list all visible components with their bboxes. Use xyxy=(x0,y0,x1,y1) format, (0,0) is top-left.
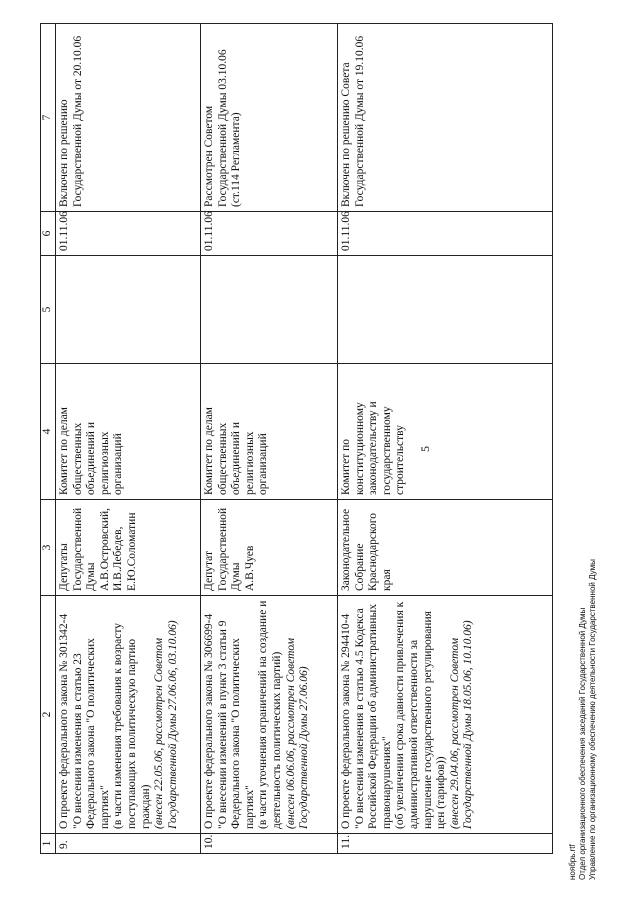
footer-department: Отдел организационного обеспечения заседаний Государственной Думы xyxy=(578,607,587,880)
column-header: 4 xyxy=(41,364,56,500)
column-header: 7 xyxy=(41,24,56,212)
bill-title: О проекте федерального закона № 306699-4 "О внесении изменений в пункт 3 статьи 9 Федерального закона "О политических партиях" xyxy=(203,613,256,829)
footer-office: Управление по организационному обеспечению деятельности Государственной Думы xyxy=(588,559,597,880)
bill-title: О проекте федерального закона № 294410-4 "О внесении изменения в статью 4.5 Кодекса Российской Федерации об административных правонарушениях" xyxy=(340,604,393,829)
committee: Комитет по делам общественных объединений и религиозных организаций xyxy=(56,364,201,500)
initiator-line: Думы xyxy=(85,562,98,591)
row-number: 9. xyxy=(56,834,201,854)
column-header: 3 xyxy=(41,500,56,596)
document-page xyxy=(40,20,600,880)
initiator-line: Государственной xyxy=(71,507,84,591)
initiator xyxy=(338,500,553,596)
footer-filename: ноябрь.rtf xyxy=(568,844,577,880)
initiator-line: И.В.Лебедев, xyxy=(112,526,125,591)
initiator-line: Краснодарского края xyxy=(367,513,393,591)
date: 01.11.06 xyxy=(56,212,201,256)
empty-cell xyxy=(201,256,338,364)
bill-note: (об увеличении срока давности привлечения к административной ответственности за нарушение государственного регулирования цен (тарифов)) xyxy=(394,601,448,829)
empty-cell xyxy=(56,256,201,364)
bill-history: (внесен 06.06.06, рассмотрен Советом Государственной Думы 27.06.06) xyxy=(284,637,311,829)
initiator-line: Собрание xyxy=(353,543,366,591)
bill-history: (внесен 29.04.06, рассмотрен Советом Государственной Думы 18.05.06, 10.10.06) xyxy=(448,620,475,829)
initiator-line: Е.Ю.Соломатин xyxy=(125,512,138,591)
table-row xyxy=(56,24,201,854)
date: 01.11.06 xyxy=(201,212,338,256)
bill-description xyxy=(56,596,201,834)
initiator-line: Государственной xyxy=(216,507,229,591)
row-number: 10. xyxy=(201,834,338,854)
table-row xyxy=(201,24,338,854)
column-header: 6 xyxy=(41,212,56,256)
initiator-line: А.В.Островский, xyxy=(98,507,111,591)
bill-title: О проекте федерального закона № 301342-4 "О внесении изменения в статью 23 Федерального закона "О политических партиях" xyxy=(58,613,111,829)
bill-description xyxy=(201,596,338,834)
initiator-line: Думы xyxy=(230,562,243,591)
column-header: 1 xyxy=(41,834,56,854)
status: Включен по решению Государственной Думы от 20.10.06 xyxy=(56,24,201,212)
bill-description xyxy=(338,596,553,834)
initiator xyxy=(201,500,338,596)
date: 01.11.06 xyxy=(338,212,553,256)
initiator-line: Депутаты xyxy=(58,543,70,591)
empty-cell xyxy=(338,256,553,364)
status: Рассмотрен Советом Государственной Думы 03.10.06 (ст.114 Регламента) xyxy=(201,24,338,212)
bill-history: (внесен 22.05.06, рассмотрен Советом Государственной Думы 27.06.06, 03.10.06) xyxy=(153,620,179,829)
bill-note: (в части уточнения ограничений на создание и деятельность политических партий) xyxy=(257,600,283,829)
committee: Комитет по конституционному законодательству и государственному строительству xyxy=(338,364,553,500)
initiator-line: Депутат xyxy=(203,551,215,591)
footer xyxy=(568,559,598,880)
column-header: 5 xyxy=(41,256,56,364)
table-row xyxy=(338,24,553,854)
committee: Комитет по делам общественных объединений и религиозных организаций xyxy=(201,364,338,500)
agenda-table xyxy=(40,23,553,854)
page-number: 5 xyxy=(418,446,432,452)
status: Включен по решению Совета Государственной Думы от 19.10.06 xyxy=(338,24,553,212)
initiator-line: Законодательное xyxy=(340,508,352,591)
initiator-line: А.В.Чуев xyxy=(243,545,256,591)
initiator xyxy=(56,500,201,596)
bill-note: (в части изменения требования к возрасту поступающих в политическую партию граждан) xyxy=(112,623,152,829)
header-row xyxy=(41,24,56,854)
row-number: 11. xyxy=(338,834,553,854)
column-header: 2 xyxy=(41,596,56,834)
